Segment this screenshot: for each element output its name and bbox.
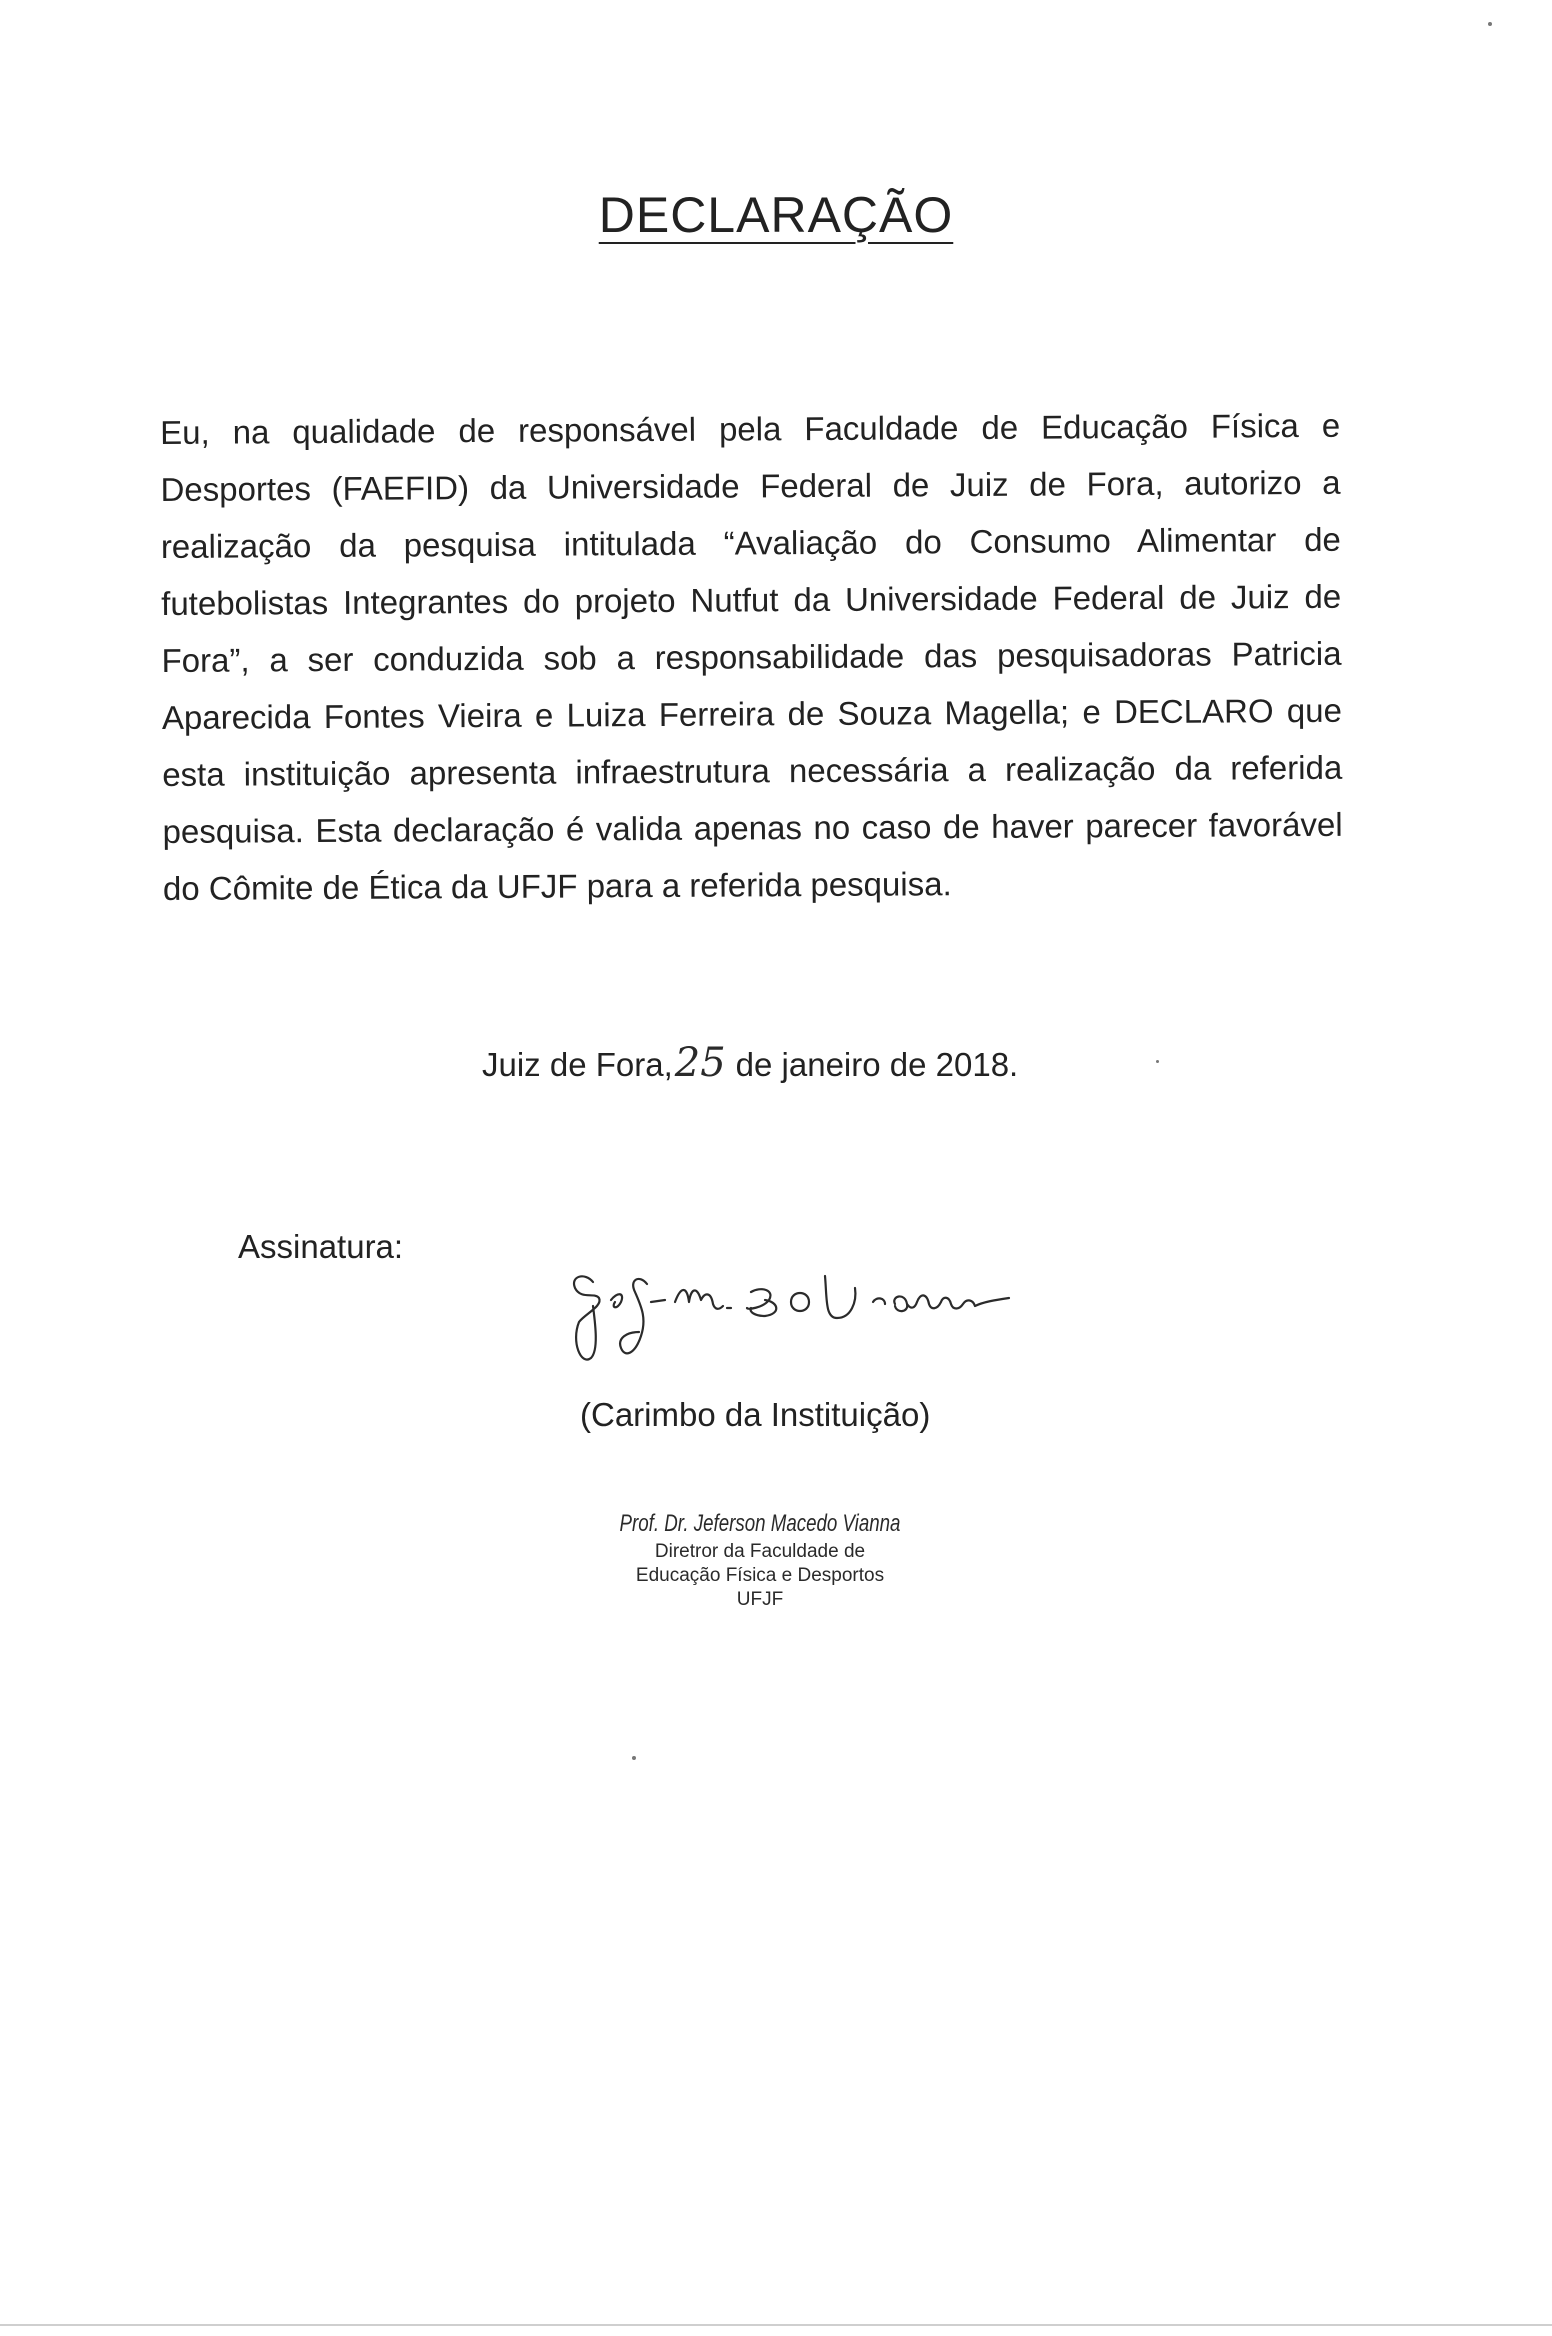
declaration-body: Eu, na qualidade de responsável pela Faculdade de Educação Física e Desportes (FAEFID) da Universidade Federal de Juiz de Fora, autorizo a realização da pesquisa intitulada “Avaliação do Consumo Alimentar de futebolistas Integrantes do projeto Nutfut da Universidade Federal de Juiz de Fora”, a ser conduzida sob a responsabilidade das pesquisadoras Patricia Aparecida Fontes Vieira e Luiza Ferreira de Souza Magella; e DECLARO que esta instituição apresenta infraestrutura necessária a realização da referida pesquisa. Esta declaração é valida apenas no caso de haver parecer favorável do Cômite de Ética da UFJF para a referida pesquisa. bbox=[160, 406, 1343, 907]
date-suffix: de janeiro de 2018. bbox=[735, 1046, 1019, 1083]
scan-edge-line bbox=[0, 2324, 1552, 2326]
date-line bbox=[482, 1040, 1018, 1086]
stamp-title-line-1: Diretror da Faculdade de bbox=[654, 1541, 866, 1562]
scan-speck bbox=[632, 1756, 636, 1760]
stamp-title-line-3: UFJF bbox=[736, 1589, 784, 1610]
institution-stamp bbox=[560, 1510, 960, 1612]
date-prefix: Juiz de Fora, bbox=[482, 1046, 673, 1083]
signature-label: Assinatura: bbox=[238, 1228, 404, 1265]
document-title: DECLARAÇÃO bbox=[598, 187, 954, 243]
stamp-name: Prof. Dr. Jeferson Macedo Vianna bbox=[619, 1510, 901, 1537]
date-day-handwritten: 25 bbox=[674, 1040, 726, 1086]
handwritten-signature bbox=[555, 1262, 1095, 1392]
stamp-caption: (Carimbo da Instituição) bbox=[580, 1396, 931, 1433]
scan-speck bbox=[1156, 1060, 1159, 1063]
stamp-title-line-2: Educação Física e Desportos bbox=[635, 1565, 885, 1586]
scan-speck bbox=[1488, 22, 1492, 26]
